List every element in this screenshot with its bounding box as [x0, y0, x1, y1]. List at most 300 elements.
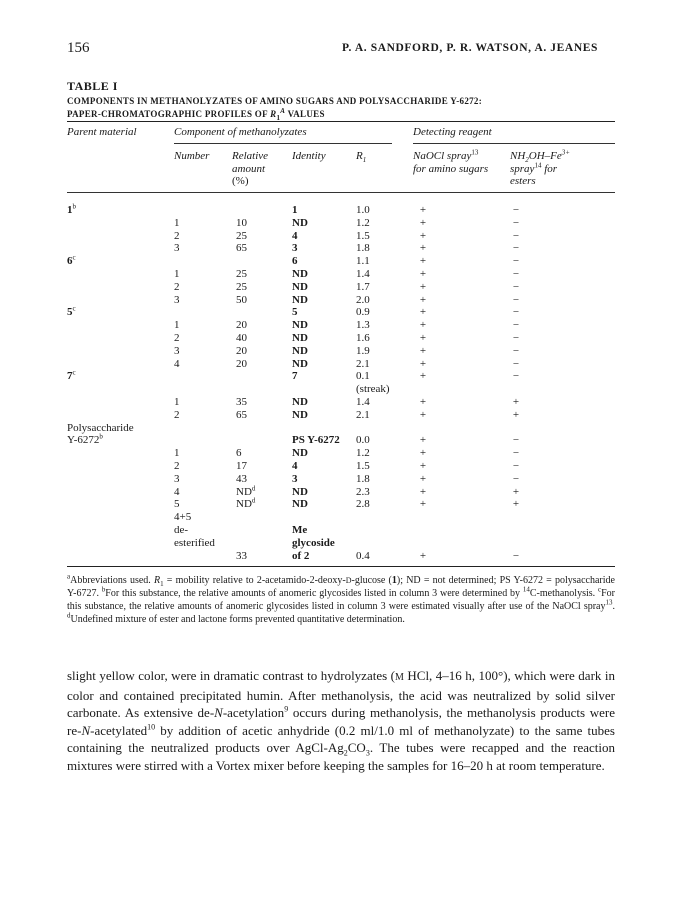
table-caption — [67, 95, 617, 120]
naocl-cell — [413, 319, 433, 332]
nh2oh-cell-text: − — [512, 434, 520, 447]
number-cell-text: 1 — [174, 396, 180, 408]
header-nh2oh-line2 — [510, 160, 570, 176]
parent-cell — [67, 370, 76, 383]
running-head: P. A. SANDFORD, P. R. WATSON, A. JEANES — [341, 42, 598, 54]
identity-cell — [292, 217, 308, 230]
rf-cell — [356, 473, 370, 486]
number-cell — [174, 460, 180, 473]
identity-cell — [292, 473, 298, 486]
header-relative-amount — [232, 150, 268, 188]
nh2oh-cell-text: − — [512, 280, 520, 293]
rf-cell-text: 1.3 — [356, 319, 370, 332]
rf-cell — [356, 498, 370, 511]
header-nh2oh-for: for — [541, 162, 558, 175]
caption-rf-sub: 1 — [276, 113, 281, 122]
naocl-cell — [413, 345, 433, 358]
number-cell-text: 4 — [174, 485, 180, 498]
header-component-group: Component of methanolyzates — [174, 126, 307, 138]
relative-amount-cell — [236, 281, 266, 294]
table-row — [0, 217, 676, 230]
identity-cell — [292, 498, 308, 511]
parent-cell-footnote-mark: c — [72, 253, 76, 262]
rf-cell — [356, 370, 370, 383]
number-cell-text: 2 — [174, 280, 180, 293]
rf-cell — [356, 230, 370, 243]
body-segment-6: by addition of acetic anhydride (0.2 ml/1.0 ml of methanolyzate) to the same tubes containing the neutralized products over AgCl-Ag — [67, 722, 615, 756]
relative-amount-cell-text: 10 — [236, 216, 247, 229]
table-label: TABLE I — [67, 79, 118, 93]
naocl-cell — [413, 281, 433, 294]
parent-cell-footnote-mark: c — [72, 368, 76, 377]
naocl-cell-text: + — [419, 268, 427, 280]
rf-cell — [356, 358, 370, 371]
body-ref-10: 10 — [147, 722, 156, 732]
naocl-cell-text: + — [419, 332, 427, 344]
identity-cell-text: 5 — [292, 306, 298, 319]
nh2oh-cell-text: − — [512, 319, 520, 332]
rf-cell — [356, 319, 370, 332]
body-text — [67, 667, 615, 775]
nh2oh-cell — [506, 230, 526, 243]
identity-cell — [292, 370, 298, 383]
rf-cell — [356, 255, 370, 268]
number-cell-text: 2 — [174, 460, 180, 472]
naocl-cell — [413, 242, 433, 255]
nh2oh-cell — [506, 486, 526, 499]
identity-cell-text: 4 — [292, 229, 298, 242]
table-row — [0, 306, 676, 319]
footnote-a-text3: -glucose ( — [351, 575, 392, 586]
naocl-cell — [413, 217, 433, 230]
footnote-c-text2: . — [612, 601, 615, 612]
nh2oh-cell-text: + — [512, 396, 520, 408]
nh2oh-cell — [506, 345, 526, 358]
header-nh2oh-nh: NH — [510, 150, 526, 162]
relative-amount-cell-text: 20 — [236, 344, 247, 357]
naocl-cell-text: + — [419, 319, 427, 332]
identity-cell — [292, 460, 298, 473]
naocl-cell — [413, 230, 433, 243]
table-row — [0, 483, 676, 499]
relative-amount-cell-text: 25 — [236, 229, 247, 242]
number-cell-text: 2 — [174, 332, 180, 344]
identity-cell-text: 3 — [292, 472, 298, 485]
identity-cell — [292, 537, 335, 550]
naocl-cell-text: + — [419, 229, 427, 242]
identity-cell-text: ND — [292, 216, 308, 229]
number-cell — [174, 217, 180, 230]
identity-cell — [292, 332, 308, 345]
rf-cell — [356, 242, 370, 255]
nh2oh-cell — [506, 319, 526, 332]
number-cell-text: 3 — [174, 242, 180, 255]
rf-cell-text: 1.7 — [356, 280, 370, 293]
parent-cell-footnote-mark: b — [72, 202, 76, 211]
number-cell-text: esterified — [174, 536, 215, 549]
parent-cell-text: 6 — [67, 255, 73, 268]
rf-cell-text: 1.6 — [356, 332, 370, 344]
header-naocl-line2: for amino sugars — [413, 162, 489, 175]
body-ref-9: 9 — [284, 704, 289, 714]
table-top-rule — [67, 121, 615, 122]
identity-cell-text: ND — [292, 408, 308, 421]
body-sub-co3: 3 — [365, 748, 370, 758]
relative-amount-cell — [236, 319, 266, 332]
number-cell — [174, 358, 180, 371]
header-rf-sub: 1 — [362, 156, 367, 165]
identity-cell-text: 4 — [292, 460, 298, 472]
rf-cell — [356, 294, 370, 307]
naocl-cell — [413, 358, 433, 371]
naocl-cell-text: + — [419, 255, 427, 268]
rf-cell — [356, 345, 370, 358]
table-row — [0, 409, 676, 422]
body-segment-7: CO — [347, 740, 366, 756]
identity-cell-text: ND — [292, 280, 308, 293]
footnote-a-bold: 1 — [391, 575, 397, 586]
nh2oh-cell — [506, 255, 526, 268]
footnote-a-d: D — [345, 576, 352, 585]
identity-cell — [292, 447, 308, 460]
identity-cell — [292, 345, 308, 358]
rf-cell — [356, 396, 370, 409]
table-row — [0, 255, 676, 268]
identity-cell — [292, 319, 308, 332]
rf-cell — [356, 460, 370, 473]
header-detecting-group: Detecting reagent — [413, 126, 492, 138]
number-cell — [174, 396, 180, 409]
relative-amount-cell-text: 50 — [236, 293, 247, 306]
rf-cell-text: 1.8 — [356, 472, 370, 485]
identity-cell-text: 6 — [292, 255, 298, 268]
rf-cell — [356, 204, 370, 217]
number-cell — [174, 486, 180, 499]
rf-cell-text: 2.1 — [356, 357, 370, 370]
header-naocl-text: NaOCl spray — [413, 150, 472, 162]
nh2oh-cell — [506, 281, 526, 294]
identity-cell-text: ND — [292, 447, 308, 460]
nh2oh-cell-text: − — [512, 204, 520, 216]
naocl-cell-text: + — [419, 408, 427, 421]
body-segment-1: slight yellow color, were in dramatic contrast to hydrolyzates ( — [67, 668, 395, 683]
relative-amount-cell-text: ND — [236, 485, 252, 498]
nh2oh-cell — [506, 294, 526, 307]
identity-cell — [292, 486, 308, 499]
rf-cell-text: 0.9 — [356, 306, 370, 319]
naocl-cell — [413, 486, 433, 499]
header-rf-letter: R — [356, 150, 363, 162]
footnote-a-text4: ); ND = not determined; PS Y-6272 = polysaccharide Y-6727. — [67, 575, 615, 599]
relative-amount-cell-text: 20 — [236, 319, 247, 332]
header-number: Number — [174, 150, 210, 162]
identity-cell-text: ND — [292, 332, 308, 344]
header-nh2oh-sub: 2 — [525, 156, 529, 165]
caption-rf-sup: A — [280, 106, 286, 115]
header-relative-line1: Relative — [232, 150, 269, 162]
body-segment-4: occurs during methanolysis, the methanolysis products were re- — [67, 705, 615, 738]
header-relative-line3: (%) — [232, 175, 249, 187]
identity-cell-text: Me — [292, 524, 308, 536]
nh2oh-cell — [506, 242, 526, 255]
identity-cell-text: ND — [292, 319, 308, 332]
body-segment-3: -acetylation — [222, 705, 285, 721]
number-cell-text: 3 — [174, 293, 180, 306]
nh2oh-cell-text: − — [512, 332, 520, 344]
rf-cell-text: 1.5 — [356, 229, 370, 242]
rf-cell-text: 0.4 — [356, 549, 370, 562]
naocl-cell-text: + — [419, 293, 427, 306]
identity-cell — [292, 294, 308, 307]
naocl-cell — [413, 498, 433, 511]
naocl-cell-text: + — [419, 485, 427, 498]
number-cell-text: 1 — [174, 216, 180, 229]
identity-cell-text: glycoside — [292, 536, 335, 549]
table-row — [0, 537, 676, 550]
naocl-cell-text: + — [419, 498, 427, 511]
relative-amount-cell — [236, 550, 266, 563]
caption-line-2 — [67, 108, 617, 121]
relative-amount-cell-footnote-mark: d — [251, 496, 256, 505]
rf-cell-text: 1.0 — [356, 204, 370, 216]
nh2oh-cell-text: − — [512, 242, 520, 255]
nh2oh-cell-text: − — [512, 255, 520, 268]
header-nh2oh-mid: OH–Fe — [528, 150, 562, 162]
header-naocl-ref: 13 — [471, 148, 479, 157]
rf-cell-text: 1.9 — [356, 344, 370, 357]
number-cell-text: 4+5 — [174, 511, 192, 524]
relative-amount-cell — [236, 345, 266, 358]
rf-cell — [356, 409, 370, 422]
rf-cell-text: 1.2 — [356, 216, 370, 229]
number-cell — [174, 294, 180, 307]
rf-cell — [356, 550, 370, 563]
number-cell — [174, 447, 180, 460]
naocl-cell-text: + — [419, 396, 427, 408]
nh2oh-cell-text: + — [512, 498, 520, 511]
nh2oh-cell — [506, 204, 526, 217]
nh2oh-cell-text: − — [512, 460, 520, 472]
identity-cell-text: ND — [292, 396, 308, 408]
footnote-a-mark: a — [67, 572, 71, 581]
naocl-cell — [413, 204, 433, 217]
table-bottom-rule — [67, 566, 615, 567]
rf-cell-text: 1.5 — [356, 460, 370, 472]
nh2oh-cell — [506, 409, 526, 422]
nh2oh-cell — [506, 370, 526, 383]
relative-amount-cell — [236, 268, 266, 281]
nh2oh-cell-text: − — [512, 549, 520, 562]
parent-cell-text: Polysaccharide — [67, 421, 134, 434]
header-rf — [356, 150, 366, 163]
naocl-cell — [413, 473, 433, 486]
footnote-b-iso: 14 — [522, 585, 530, 594]
caption-line-2-pre: PAPER-CHROMATOGRAPHIC PROFILES OF — [67, 108, 271, 119]
table-row — [0, 396, 676, 409]
naocl-cell — [413, 294, 433, 307]
nh2oh-cell-text: − — [512, 216, 520, 229]
identity-cell-text: ND — [292, 357, 308, 370]
relative-amount-cell-text: 25 — [236, 268, 247, 280]
footnote-a-rf-sub: 1 — [160, 580, 164, 588]
table-row — [0, 460, 676, 473]
nh2oh-cell — [506, 332, 526, 345]
table-row — [0, 383, 676, 396]
table-row — [0, 281, 676, 294]
identity-cell — [292, 409, 308, 422]
table-row — [0, 294, 676, 307]
nh2oh-cell — [506, 498, 526, 511]
naocl-cell — [413, 370, 433, 383]
identity-cell-text: ND — [292, 268, 308, 280]
identity-cell-text: ND — [292, 344, 308, 357]
identity-cell-text: ND — [292, 485, 308, 498]
number-cell-text: 1 — [174, 447, 180, 460]
identity-cell — [292, 255, 298, 268]
nh2oh-cell — [506, 550, 526, 563]
body-molar: M — [394, 672, 404, 683]
number-cell — [174, 230, 180, 243]
table-row — [0, 204, 676, 217]
relative-amount-cell-text: 25 — [236, 280, 247, 293]
rf-cell-text: 2.1 — [356, 408, 370, 421]
naocl-cell-text: + — [419, 447, 427, 460]
relative-amount-cell-text: 40 — [236, 332, 247, 344]
table-row — [0, 268, 676, 281]
naocl-cell-text: + — [419, 434, 427, 447]
relative-amount-cell-text: 65 — [236, 408, 247, 421]
table-row — [0, 345, 676, 358]
rf-cell — [356, 434, 370, 447]
nh2oh-cell — [506, 268, 526, 281]
number-cell-text: 2 — [174, 408, 180, 421]
rf-cell — [356, 383, 390, 396]
rf-cell-text: 0.1 — [356, 370, 370, 383]
relative-amount-cell-text: 6 — [236, 447, 242, 460]
parent-cell — [67, 255, 76, 268]
relative-amount-cell-text: 35 — [236, 396, 247, 408]
identity-cell — [292, 434, 340, 447]
number-cell — [174, 524, 188, 537]
naocl-cell — [413, 255, 433, 268]
parent-cell-text: 5 — [67, 306, 73, 319]
parent-cell — [67, 306, 76, 319]
number-cell — [174, 268, 180, 281]
table-row — [0, 370, 676, 383]
table-footnotes — [67, 574, 615, 626]
rf-cell-text: 1.4 — [356, 268, 370, 280]
identity-cell-text: ND — [292, 498, 308, 511]
relative-amount-cell-text: ND — [236, 498, 252, 511]
header-naocl-line1 — [413, 150, 488, 163]
identity-cell — [292, 524, 307, 537]
detecting-group-rule — [413, 143, 615, 144]
footnote-b-text2: C-methanolysis. — [529, 588, 598, 599]
parent-cell — [67, 434, 103, 447]
footnote-b-text1: For this substance, the relative amounts of anomeric glycosides listed in column 3 were determined by — [105, 588, 523, 599]
header-nh2oh-line3: esters — [510, 175, 536, 187]
nh2oh-cell — [506, 473, 526, 486]
naocl-cell — [413, 460, 433, 473]
nh2oh-cell — [506, 358, 526, 371]
naocl-cell-text: + — [419, 306, 427, 319]
nh2oh-cell-text: + — [512, 485, 520, 498]
relative-amount-cell — [236, 447, 266, 460]
relative-amount-cell-text: 33 — [236, 549, 247, 562]
identity-cell-text: PS Y-6272 — [292, 434, 340, 447]
component-group-rule — [174, 143, 392, 144]
number-cell-text: 1 — [174, 268, 180, 280]
nh2oh-cell-text: − — [512, 306, 520, 319]
naocl-cell-text: + — [419, 344, 427, 357]
footnote-d-mark: d — [67, 611, 71, 620]
identity-cell-text: of 2 — [292, 549, 310, 562]
nh2oh-cell — [506, 306, 526, 319]
number-cell-text: de- — [174, 524, 189, 536]
header-parent-material: Parent material — [67, 126, 137, 138]
relative-amount-cell — [236, 358, 266, 371]
relative-amount-cell-footnote-mark: d — [251, 483, 256, 492]
relative-amount-cell — [236, 230, 266, 243]
number-cell — [174, 332, 180, 345]
table-row — [0, 550, 676, 563]
naocl-cell-text: + — [419, 370, 427, 383]
page-number: 156 — [67, 40, 90, 56]
nh2oh-cell — [506, 434, 526, 447]
relative-amount-cell — [236, 332, 266, 345]
table-row — [0, 358, 676, 371]
number-cell — [174, 473, 180, 486]
number-cell — [174, 345, 180, 358]
table-row — [0, 242, 676, 255]
number-cell-text: 3 — [174, 472, 180, 485]
naocl-cell-text: + — [419, 549, 427, 562]
nh2oh-cell-text: − — [512, 268, 520, 280]
rf-cell — [356, 447, 370, 460]
parent-cell-text: Y-6272 — [67, 434, 100, 447]
body-segment-5: -acetylated — [90, 722, 148, 738]
body-n-italic-2: N — [81, 722, 91, 738]
number-cell-text: 1 — [174, 319, 180, 332]
identity-cell — [292, 230, 298, 243]
caption-line-2-post: VALUES — [285, 108, 325, 119]
rf-cell — [356, 332, 370, 345]
identity-cell-text: ND — [292, 293, 308, 306]
relative-amount-cell-text: 17 — [236, 460, 247, 472]
number-cell — [174, 498, 180, 511]
identity-cell — [292, 204, 298, 217]
footnote-c-mark: c — [597, 585, 602, 594]
rf-cell — [356, 306, 370, 319]
relative-amount-cell — [236, 396, 266, 409]
number-cell — [174, 409, 180, 422]
identity-cell-text: 7 — [292, 370, 298, 383]
parent-cell-text: 7 — [67, 370, 73, 383]
rf-cell-text: 1.2 — [356, 447, 370, 460]
number-cell — [174, 511, 191, 524]
nh2oh-cell-text: + — [512, 408, 520, 421]
footnote-c-ref: 13 — [605, 598, 613, 607]
table-row — [0, 332, 676, 345]
rf-cell-text: (streak) — [356, 383, 390, 396]
naocl-cell-text: + — [419, 357, 427, 370]
number-cell — [174, 319, 180, 332]
identity-cell — [292, 306, 298, 319]
relative-amount-cell — [236, 217, 266, 230]
relative-amount-cell — [236, 460, 266, 473]
naocl-cell-text: + — [419, 280, 427, 293]
identity-cell — [292, 550, 309, 563]
